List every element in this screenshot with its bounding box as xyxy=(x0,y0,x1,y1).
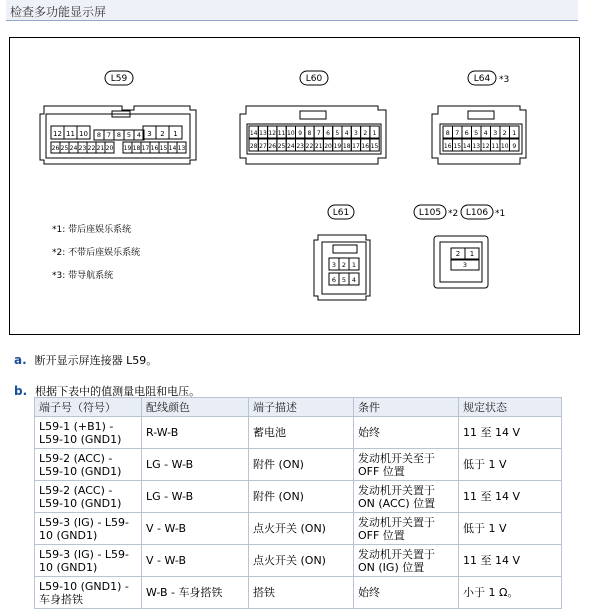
pin-number: 26 xyxy=(268,143,277,150)
pin-number: 1 xyxy=(512,129,517,137)
pin-number: 5 xyxy=(474,129,479,137)
pin-number: 7 xyxy=(316,130,321,137)
step-b-text: 根据下表中的值测量电阻和电压。 xyxy=(35,385,201,398)
page-title: 检查多功能显示屏 xyxy=(10,5,107,19)
page-header xyxy=(6,0,578,21)
connector-l60 xyxy=(240,71,386,164)
table-row: L59-3 (IG) - L59-10 (GND1) V - W-B 点火开关 (ON) 发动机开关置于 ON (IG) 位置 11 至 14 V xyxy=(35,545,562,577)
pin-number: 3 xyxy=(493,129,498,137)
table-row: L59-3 (IG) - L59-10 (GND1) V - W-B 点火开关 (ON) 发动机开关置于 OFF 位置 低于 1 V xyxy=(35,513,562,545)
step-a xyxy=(14,352,157,368)
pin-number: 5 xyxy=(335,130,340,137)
pin-number: 25 xyxy=(60,145,69,152)
table-row: L59-10 (GND1) - 车身搭铁 W-B - 车身搭铁 搭铁 始终 小于 1 Ω。 xyxy=(35,577,562,609)
pin-number: 1 xyxy=(372,130,377,137)
footnote-1: *1: 带后座娱乐系统 xyxy=(52,225,132,235)
pin-number: 7 xyxy=(106,131,112,139)
pin-number: 1 xyxy=(469,250,475,258)
pin-number: 7 xyxy=(455,129,460,137)
step-b-letter: b. xyxy=(14,384,28,398)
pin-number: 4 xyxy=(351,276,357,284)
pin-number: 9 xyxy=(512,143,517,150)
pin-number: 11 xyxy=(277,130,286,137)
pin-number: 20 xyxy=(105,145,114,152)
pin-number: 6 xyxy=(464,129,469,137)
pin-number: 11 xyxy=(491,143,500,150)
pin-number: 9 xyxy=(298,130,303,137)
pin-number: 8 xyxy=(307,130,312,137)
pin-number: 12 xyxy=(268,130,277,137)
pin-number: 23 xyxy=(296,143,304,150)
pin-number: 20 xyxy=(324,143,332,150)
footnote-3: *3: 带导航系统 xyxy=(52,271,114,281)
pin-number: 16 xyxy=(361,143,370,150)
pin-number: 12 xyxy=(53,130,62,138)
pin-number: 13 xyxy=(472,143,481,150)
pin-number: 28 xyxy=(249,143,258,150)
pin-number: 2 xyxy=(502,129,507,137)
pin-number: 5 xyxy=(126,131,132,139)
pin-number: 8 xyxy=(116,131,122,139)
connector-diagram-svg xyxy=(10,38,579,334)
connector-l105-note: *2 xyxy=(448,209,459,219)
pin-number: 23 xyxy=(78,145,87,152)
pin-number: 8 xyxy=(96,131,102,139)
pin-number: 24 xyxy=(69,145,78,152)
pin-number: 18 xyxy=(132,145,141,152)
connector-l106-note: *1 xyxy=(495,209,506,219)
pin-number: 2 xyxy=(363,130,368,137)
pin-number: 25 xyxy=(277,143,286,150)
pin-number: 5 xyxy=(341,276,347,284)
pin-number: 12 xyxy=(481,143,490,150)
pin-number: 16 xyxy=(150,145,159,152)
pin-number: 10 xyxy=(500,143,509,150)
connector-l105-l106 xyxy=(414,205,505,288)
pin-number: 4 xyxy=(136,131,142,139)
pin-number: 15 xyxy=(453,143,462,150)
pin-number: 2 xyxy=(455,250,461,258)
pin-number: 22 xyxy=(305,143,314,150)
pin-number: 16 xyxy=(443,143,452,150)
pin-number: 19 xyxy=(333,143,342,150)
connector-diagram xyxy=(9,37,580,335)
pin-number: 15 xyxy=(159,145,168,152)
pin-number: 6 xyxy=(331,276,337,284)
header-terminal: 端子号（符号） xyxy=(35,398,142,417)
header-condition: 条件 xyxy=(354,398,459,417)
pin-number: 15 xyxy=(370,143,379,150)
pin-number: 3 xyxy=(331,261,337,269)
pin-number: 4 xyxy=(344,130,349,137)
pin-number: 21 xyxy=(314,143,323,150)
pin-number: 1 xyxy=(351,261,357,269)
pin-number: 2 xyxy=(160,130,165,138)
pin-number: 14 xyxy=(462,143,471,150)
pin-number: 18 xyxy=(342,143,351,150)
pin-number: 2 xyxy=(341,261,347,269)
pin-number: 22 xyxy=(87,145,96,152)
footnotes xyxy=(52,223,140,281)
table-row: L59-2 (ACC) - L59-10 (GND1) LG - W-B 附件 (ON) 发动机开关置于 ON (ACC) 位置 11 至 14 V xyxy=(35,481,562,513)
step-a-text: 断开显示屏连接器 L59。 xyxy=(34,354,158,367)
header-spec: 规定状态 xyxy=(459,398,562,417)
connector-l59-label: L59 xyxy=(110,74,128,84)
connector-l59 xyxy=(40,71,196,164)
pin-number: 17 xyxy=(352,143,360,150)
connector-l61-label: L61 xyxy=(332,208,350,218)
connector-l60-label: L60 xyxy=(305,74,323,84)
step-a-letter: a. xyxy=(14,353,27,367)
pin-number: 3 xyxy=(354,130,358,137)
header-wire-color: 配线颜色 xyxy=(142,398,249,417)
connector-l105-label: L105 xyxy=(418,208,442,218)
pin-number: 4 xyxy=(483,129,488,137)
table-row: L59-1 (+B1) - L59-10 (GND1) R-W-B 蓄电池 始终 11 至 14 V xyxy=(35,417,562,449)
pin-number: 8 xyxy=(445,129,450,137)
pin-number: 3 xyxy=(462,261,468,269)
pin-number: 17 xyxy=(141,145,150,152)
pin-number: 13 xyxy=(177,145,186,152)
pin-number: 21 xyxy=(96,145,105,152)
footnote-2: *2: 不带后座娱乐系统 xyxy=(52,248,141,258)
pin-number: 19 xyxy=(123,145,132,152)
pin-number: 1 xyxy=(173,130,178,138)
pin-number: 14 xyxy=(168,145,177,152)
pin-number: 11 xyxy=(66,130,75,138)
table-header-row xyxy=(35,398,562,417)
connector-l106-label: L106 xyxy=(465,208,489,218)
connector-l64-note: *3 xyxy=(499,75,510,85)
pin-number: 13 xyxy=(259,130,267,137)
pin-number: 26 xyxy=(51,145,60,152)
pin-number: 10 xyxy=(287,130,295,137)
pin-number: 14 xyxy=(249,130,258,137)
pin-number: 10 xyxy=(79,130,88,138)
pin-number: 24 xyxy=(287,143,295,150)
connector-l64-label: L64 xyxy=(473,74,491,84)
pin-number: 27 xyxy=(259,143,267,150)
header-description: 端子描述 xyxy=(249,398,354,417)
pin-number: 6 xyxy=(326,130,330,137)
table-row: L59-2 (ACC) - L59-10 (GND1) LG - W-B 附件 (ON) 发动机开关至于 OFF 位置 低于 1 V xyxy=(35,449,562,481)
spec-table xyxy=(34,397,562,609)
pin-number: 3 xyxy=(147,130,152,138)
connector-l61 xyxy=(314,205,370,300)
connector-l64 xyxy=(432,71,526,164)
